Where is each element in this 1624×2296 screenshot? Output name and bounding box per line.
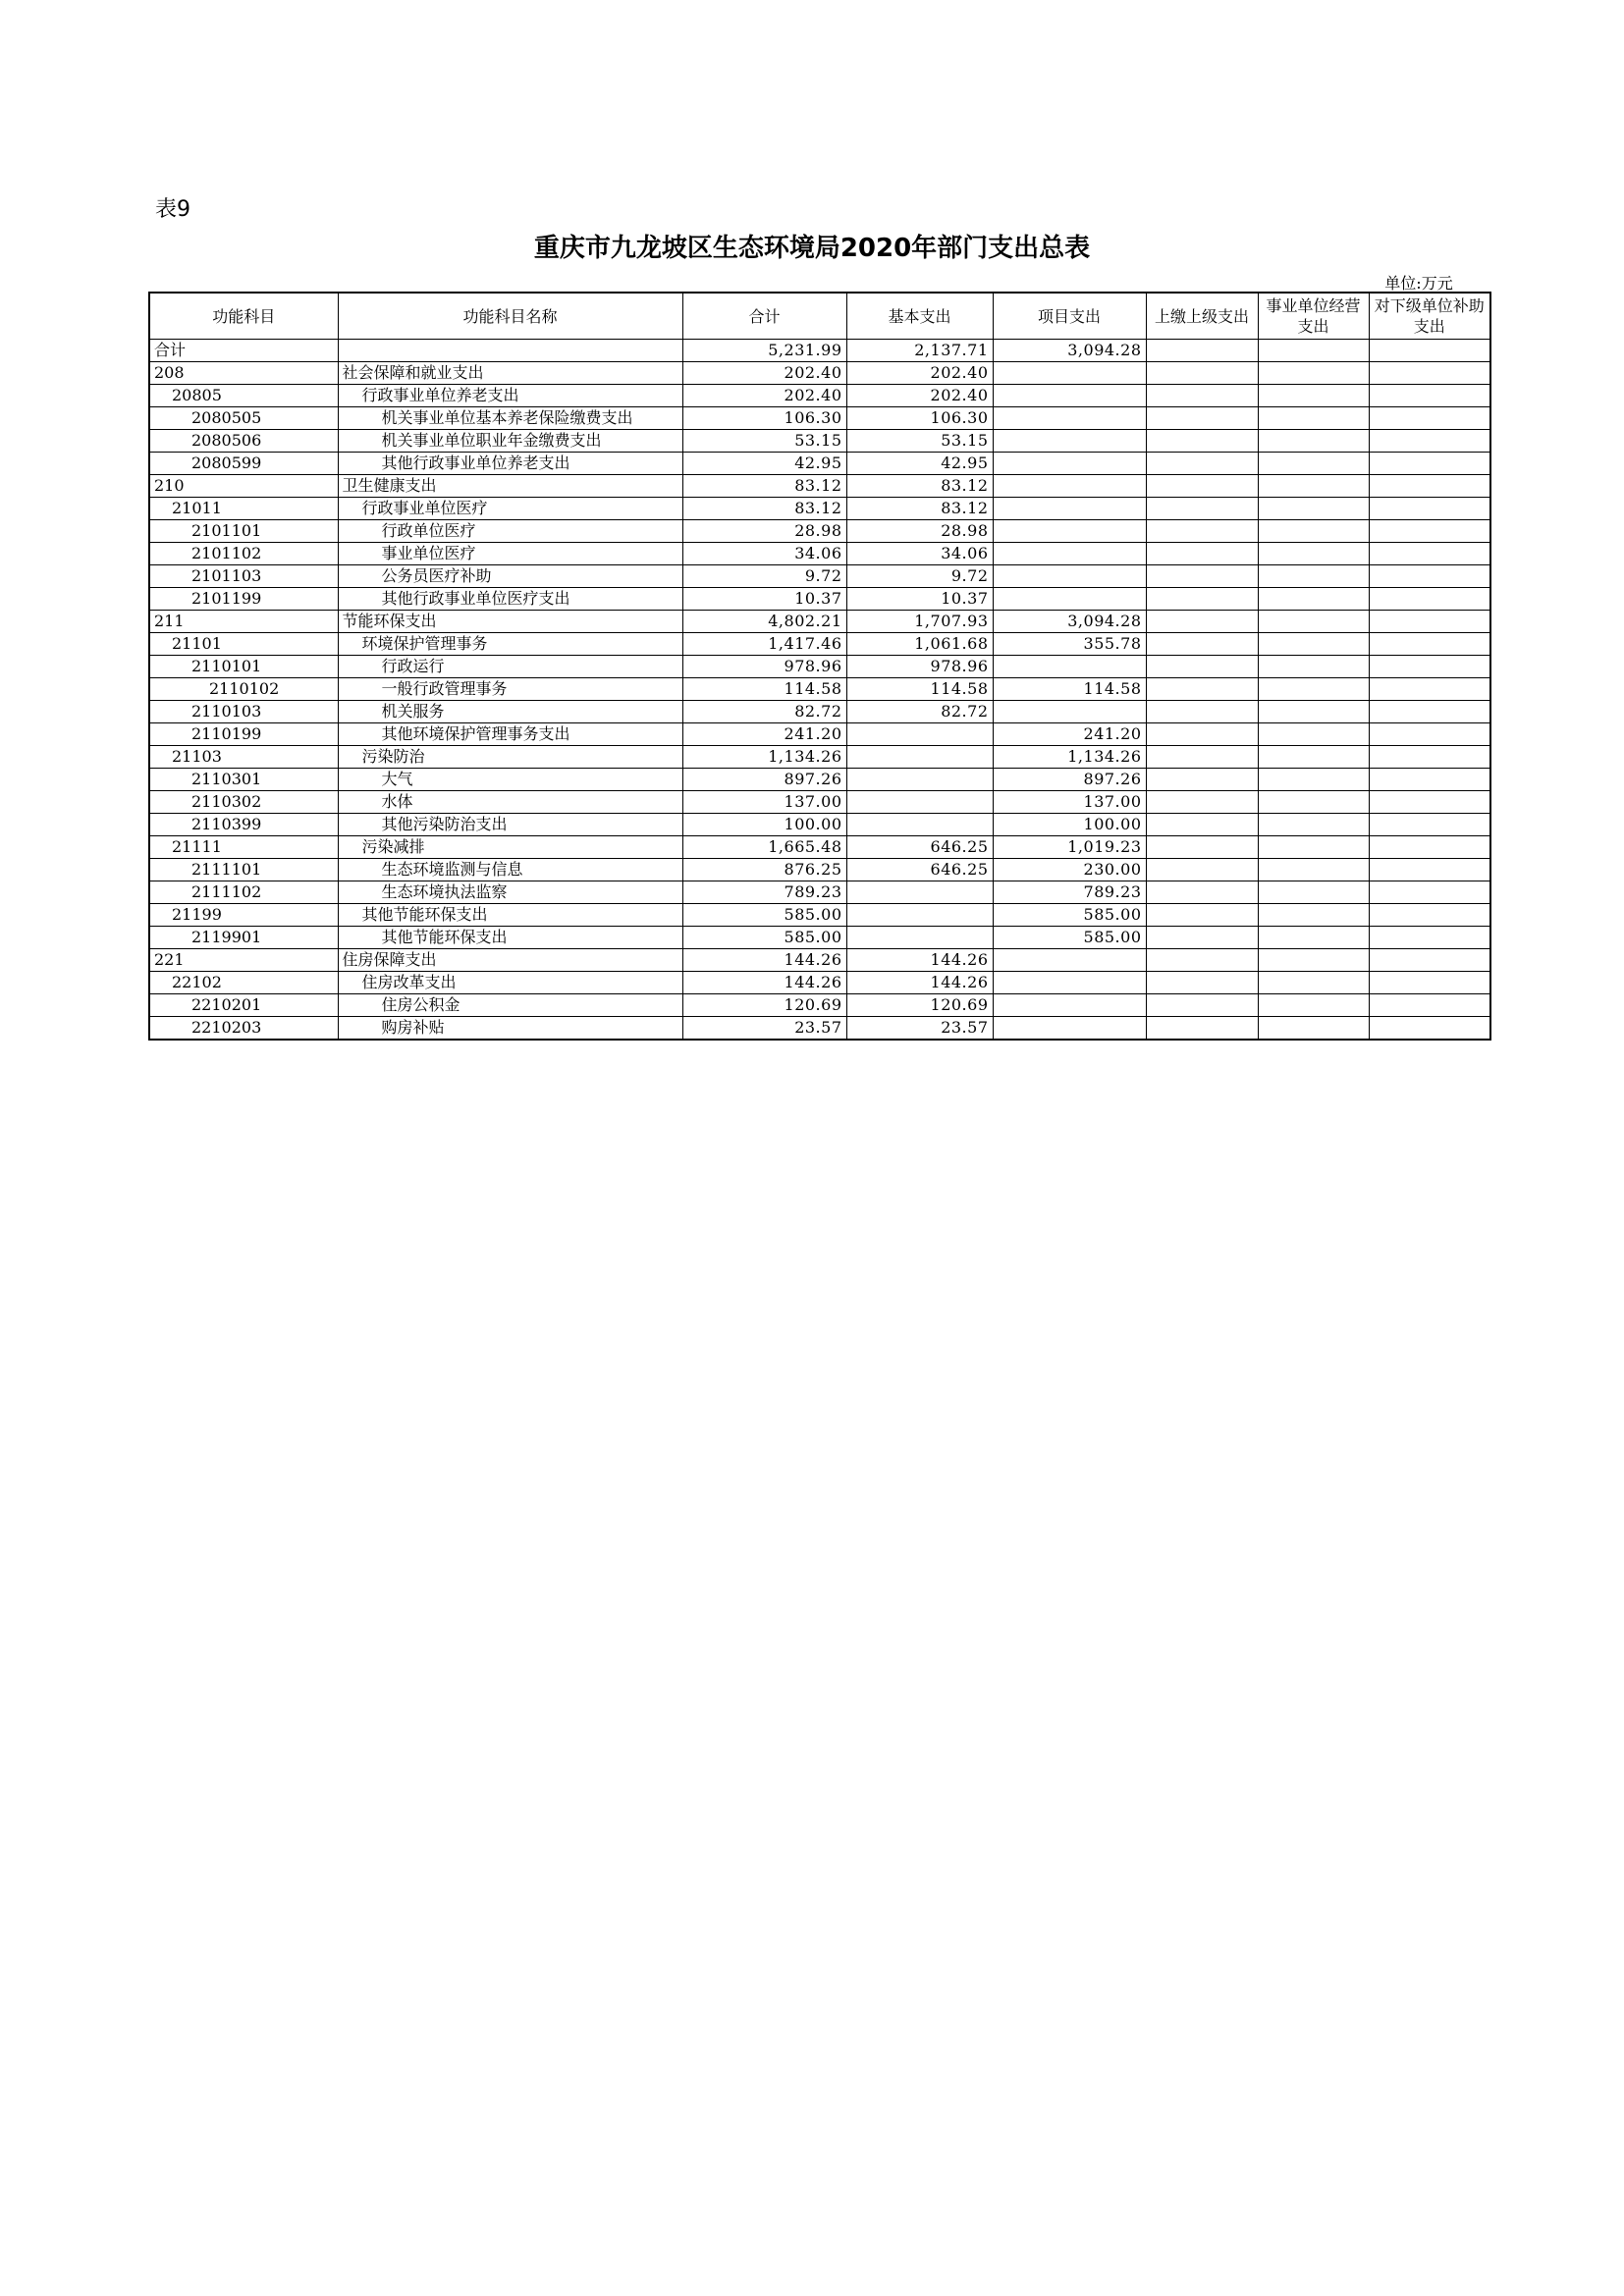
cell-basic-expenditure: 28.98 bbox=[846, 520, 993, 543]
cell-institution-operating bbox=[1258, 475, 1369, 498]
table-row bbox=[149, 340, 1490, 362]
cell-institution-operating bbox=[1258, 430, 1369, 453]
cell-remit-to-superior bbox=[1146, 723, 1258, 746]
cell-subsidy-to-subordinate bbox=[1369, 385, 1490, 407]
cell-function-name: 环境保护管理事务 bbox=[338, 633, 682, 656]
cell-institution-operating bbox=[1258, 949, 1369, 972]
cell-subsidy-to-subordinate bbox=[1369, 611, 1490, 633]
table-row bbox=[149, 1017, 1490, 1041]
cell-total: 23.57 bbox=[682, 1017, 846, 1041]
cell-remit-to-superior bbox=[1146, 565, 1258, 588]
header-basic-expenditure: 基本支出 bbox=[846, 293, 993, 340]
table-row bbox=[149, 453, 1490, 475]
cell-remit-to-superior bbox=[1146, 769, 1258, 791]
cell-total: 978.96 bbox=[682, 656, 846, 678]
cell-total: 202.40 bbox=[682, 385, 846, 407]
cell-total: 241.20 bbox=[682, 723, 846, 746]
cell-function-name: 其他行政事业单位养老支出 bbox=[338, 453, 682, 475]
cell-project-expenditure bbox=[993, 407, 1146, 430]
cell-function-name: 社会保障和就业支出 bbox=[338, 362, 682, 385]
cell-function-code: 21103 bbox=[149, 746, 338, 769]
cell-subsidy-to-subordinate bbox=[1369, 498, 1490, 520]
cell-remit-to-superior bbox=[1146, 407, 1258, 430]
cell-function-code: 210 bbox=[149, 475, 338, 498]
cell-function-name: 住房保障支出 bbox=[338, 949, 682, 972]
cell-project-expenditure: 137.00 bbox=[993, 791, 1146, 814]
cell-function-name: 其他节能环保支出 bbox=[338, 927, 682, 949]
cell-subsidy-to-subordinate bbox=[1369, 769, 1490, 791]
cell-function-name: 生态环境执法监察 bbox=[338, 881, 682, 904]
cell-project-expenditure: 897.26 bbox=[993, 769, 1146, 791]
cell-total: 897.26 bbox=[682, 769, 846, 791]
cell-institution-operating bbox=[1258, 633, 1369, 656]
cell-function-code: 2111101 bbox=[149, 859, 338, 881]
cell-project-expenditure: 230.00 bbox=[993, 859, 1146, 881]
cell-basic-expenditure: 9.72 bbox=[846, 565, 993, 588]
cell-basic-expenditure: 144.26 bbox=[846, 972, 993, 994]
cell-project-expenditure bbox=[993, 656, 1146, 678]
cell-function-code: 合计 bbox=[149, 340, 338, 362]
cell-institution-operating bbox=[1258, 859, 1369, 881]
cell-function-name: 机关事业单位职业年金缴费支出 bbox=[338, 430, 682, 453]
cell-subsidy-to-subordinate bbox=[1369, 430, 1490, 453]
table-row bbox=[149, 972, 1490, 994]
cell-function-name: 机关事业单位基本养老保险缴费支出 bbox=[338, 407, 682, 430]
cell-basic-expenditure bbox=[846, 746, 993, 769]
cell-function-code: 2110301 bbox=[149, 769, 338, 791]
cell-subsidy-to-subordinate bbox=[1369, 633, 1490, 656]
cell-basic-expenditure: 114.58 bbox=[846, 678, 993, 701]
cell-function-code: 21111 bbox=[149, 836, 338, 859]
cell-basic-expenditure: 53.15 bbox=[846, 430, 993, 453]
cell-project-expenditure bbox=[993, 701, 1146, 723]
cell-total: 1,417.46 bbox=[682, 633, 846, 656]
cell-institution-operating bbox=[1258, 904, 1369, 927]
cell-project-expenditure: 3,094.28 bbox=[993, 340, 1146, 362]
cell-project-expenditure: 585.00 bbox=[993, 927, 1146, 949]
cell-remit-to-superior bbox=[1146, 340, 1258, 362]
cell-basic-expenditure: 23.57 bbox=[846, 1017, 993, 1041]
cell-remit-to-superior bbox=[1146, 949, 1258, 972]
cell-total: 876.25 bbox=[682, 859, 846, 881]
cell-basic-expenditure: 10.37 bbox=[846, 588, 993, 611]
cell-project-expenditure bbox=[993, 949, 1146, 972]
cell-function-name: 事业单位医疗 bbox=[338, 543, 682, 565]
cell-institution-operating bbox=[1258, 611, 1369, 633]
cell-function-name: 购房补贴 bbox=[338, 1017, 682, 1041]
cell-function-code: 22102 bbox=[149, 972, 338, 994]
cell-subsidy-to-subordinate bbox=[1369, 1017, 1490, 1041]
cell-basic-expenditure: 83.12 bbox=[846, 498, 993, 520]
cell-institution-operating bbox=[1258, 678, 1369, 701]
cell-subsidy-to-subordinate bbox=[1369, 746, 1490, 769]
table-row bbox=[149, 746, 1490, 769]
cell-project-expenditure bbox=[993, 588, 1146, 611]
cell-subsidy-to-subordinate bbox=[1369, 814, 1490, 836]
cell-institution-operating bbox=[1258, 656, 1369, 678]
table-row bbox=[149, 769, 1490, 791]
cell-function-code: 2110302 bbox=[149, 791, 338, 814]
table-row bbox=[149, 994, 1490, 1017]
cell-basic-expenditure: 202.40 bbox=[846, 362, 993, 385]
cell-basic-expenditure bbox=[846, 927, 993, 949]
cell-remit-to-superior bbox=[1146, 927, 1258, 949]
cell-basic-expenditure: 120.69 bbox=[846, 994, 993, 1017]
cell-institution-operating bbox=[1258, 565, 1369, 588]
cell-function-name: 住房改革支出 bbox=[338, 972, 682, 994]
table-body bbox=[149, 340, 1490, 1041]
cell-function-code: 2080599 bbox=[149, 453, 338, 475]
header-total: 合计 bbox=[682, 293, 846, 340]
cell-total: 144.26 bbox=[682, 949, 846, 972]
cell-project-expenditure: 241.20 bbox=[993, 723, 1146, 746]
cell-basic-expenditure: 978.96 bbox=[846, 656, 993, 678]
cell-total: 789.23 bbox=[682, 881, 846, 904]
cell-remit-to-superior bbox=[1146, 904, 1258, 927]
cell-subsidy-to-subordinate bbox=[1369, 791, 1490, 814]
table-row bbox=[149, 520, 1490, 543]
cell-subsidy-to-subordinate bbox=[1369, 588, 1490, 611]
cell-basic-expenditure bbox=[846, 904, 993, 927]
cell-subsidy-to-subordinate bbox=[1369, 565, 1490, 588]
cell-function-code: 2210201 bbox=[149, 994, 338, 1017]
cell-basic-expenditure: 1,061.68 bbox=[846, 633, 993, 656]
header-institution-operating: 事业单位经营支出 bbox=[1258, 293, 1369, 340]
cell-project-expenditure bbox=[993, 972, 1146, 994]
table-row bbox=[149, 633, 1490, 656]
cell-project-expenditure bbox=[993, 520, 1146, 543]
cell-institution-operating bbox=[1258, 769, 1369, 791]
cell-basic-expenditure: 646.25 bbox=[846, 859, 993, 881]
cell-function-code: 2110399 bbox=[149, 814, 338, 836]
table-row bbox=[149, 430, 1490, 453]
cell-institution-operating bbox=[1258, 543, 1369, 565]
cell-remit-to-superior bbox=[1146, 633, 1258, 656]
cell-remit-to-superior bbox=[1146, 746, 1258, 769]
header-subsidy-to-subordinate: 对下级单位补助支出 bbox=[1369, 293, 1490, 340]
table-row bbox=[149, 588, 1490, 611]
cell-total: 10.37 bbox=[682, 588, 846, 611]
cell-remit-to-superior bbox=[1146, 453, 1258, 475]
cell-subsidy-to-subordinate bbox=[1369, 543, 1490, 565]
cell-function-name: 行政事业单位养老支出 bbox=[338, 385, 682, 407]
cell-subsidy-to-subordinate bbox=[1369, 949, 1490, 972]
cell-subsidy-to-subordinate bbox=[1369, 453, 1490, 475]
expenditure-table bbox=[148, 292, 1491, 1041]
cell-remit-to-superior bbox=[1146, 859, 1258, 881]
cell-institution-operating bbox=[1258, 453, 1369, 475]
cell-subsidy-to-subordinate bbox=[1369, 904, 1490, 927]
cell-total: 5,231.99 bbox=[682, 340, 846, 362]
cell-subsidy-to-subordinate bbox=[1369, 656, 1490, 678]
cell-project-expenditure: 1,019.23 bbox=[993, 836, 1146, 859]
cell-basic-expenditure: 646.25 bbox=[846, 836, 993, 859]
cell-function-code: 2111102 bbox=[149, 881, 338, 904]
cell-basic-expenditure bbox=[846, 723, 993, 746]
cell-subsidy-to-subordinate bbox=[1369, 859, 1490, 881]
table-header-row bbox=[149, 293, 1490, 340]
cell-function-name: 大气 bbox=[338, 769, 682, 791]
cell-function-code: 2110199 bbox=[149, 723, 338, 746]
cell-remit-to-superior bbox=[1146, 791, 1258, 814]
table-row bbox=[149, 859, 1490, 881]
cell-remit-to-superior bbox=[1146, 543, 1258, 565]
cell-function-code: 20805 bbox=[149, 385, 338, 407]
cell-subsidy-to-subordinate bbox=[1369, 994, 1490, 1017]
cell-function-name: 机关服务 bbox=[338, 701, 682, 723]
cell-total: 83.12 bbox=[682, 498, 846, 520]
cell-subsidy-to-subordinate bbox=[1369, 678, 1490, 701]
cell-basic-expenditure bbox=[846, 814, 993, 836]
cell-function-code: 221 bbox=[149, 949, 338, 972]
cell-subsidy-to-subordinate bbox=[1369, 972, 1490, 994]
cell-institution-operating bbox=[1258, 927, 1369, 949]
header-function-name: 功能科目名称 bbox=[338, 293, 682, 340]
cell-remit-to-superior bbox=[1146, 588, 1258, 611]
cell-project-expenditure: 100.00 bbox=[993, 814, 1146, 836]
unit-label: 单位:万元 bbox=[1384, 274, 1453, 293]
cell-subsidy-to-subordinate bbox=[1369, 340, 1490, 362]
cell-function-code: 2101199 bbox=[149, 588, 338, 611]
cell-total: 53.15 bbox=[682, 430, 846, 453]
cell-project-expenditure bbox=[993, 475, 1146, 498]
table-row bbox=[149, 475, 1490, 498]
cell-subsidy-to-subordinate bbox=[1369, 836, 1490, 859]
cell-project-expenditure bbox=[993, 430, 1146, 453]
cell-remit-to-superior bbox=[1146, 814, 1258, 836]
header-project-expenditure: 项目支出 bbox=[993, 293, 1146, 340]
cell-institution-operating bbox=[1258, 588, 1369, 611]
cell-total: 120.69 bbox=[682, 994, 846, 1017]
cell-project-expenditure: 355.78 bbox=[993, 633, 1146, 656]
cell-project-expenditure bbox=[993, 362, 1146, 385]
table-row bbox=[149, 362, 1490, 385]
cell-remit-to-superior bbox=[1146, 430, 1258, 453]
cell-basic-expenditure: 42.95 bbox=[846, 453, 993, 475]
cell-basic-expenditure bbox=[846, 769, 993, 791]
cell-total: 4,802.21 bbox=[682, 611, 846, 633]
cell-institution-operating bbox=[1258, 520, 1369, 543]
table-row bbox=[149, 543, 1490, 565]
cell-project-expenditure: 585.00 bbox=[993, 904, 1146, 927]
cell-function-code: 2210203 bbox=[149, 1017, 338, 1041]
cell-total: 585.00 bbox=[682, 927, 846, 949]
cell-total: 83.12 bbox=[682, 475, 846, 498]
cell-remit-to-superior bbox=[1146, 994, 1258, 1017]
cell-remit-to-superior bbox=[1146, 656, 1258, 678]
cell-function-code: 2110101 bbox=[149, 656, 338, 678]
cell-project-expenditure bbox=[993, 453, 1146, 475]
cell-total: 82.72 bbox=[682, 701, 846, 723]
cell-subsidy-to-subordinate bbox=[1369, 701, 1490, 723]
table-row bbox=[149, 836, 1490, 859]
table-row bbox=[149, 927, 1490, 949]
cell-remit-to-superior bbox=[1146, 881, 1258, 904]
cell-total: 114.58 bbox=[682, 678, 846, 701]
cell-institution-operating bbox=[1258, 407, 1369, 430]
table-row bbox=[149, 791, 1490, 814]
cell-project-expenditure: 3,094.28 bbox=[993, 611, 1146, 633]
cell-project-expenditure bbox=[993, 385, 1146, 407]
cell-function-name: 行政运行 bbox=[338, 656, 682, 678]
table-row bbox=[149, 881, 1490, 904]
cell-basic-expenditure: 1,707.93 bbox=[846, 611, 993, 633]
cell-institution-operating bbox=[1258, 385, 1369, 407]
cell-basic-expenditure: 106.30 bbox=[846, 407, 993, 430]
table-row bbox=[149, 701, 1490, 723]
cell-institution-operating bbox=[1258, 994, 1369, 1017]
cell-function-code: 2080505 bbox=[149, 407, 338, 430]
cell-total: 34.06 bbox=[682, 543, 846, 565]
cell-institution-operating bbox=[1258, 723, 1369, 746]
document-title: 重庆市九龙坡区生态环境局2020年部门支出总表 bbox=[533, 234, 1091, 263]
cell-subsidy-to-subordinate bbox=[1369, 927, 1490, 949]
cell-remit-to-superior bbox=[1146, 678, 1258, 701]
cell-function-name: 其他节能环保支出 bbox=[338, 904, 682, 927]
cell-institution-operating bbox=[1258, 1017, 1369, 1041]
cell-function-name: 污染防治 bbox=[338, 746, 682, 769]
cell-remit-to-superior bbox=[1146, 972, 1258, 994]
cell-function-name: 行政单位医疗 bbox=[338, 520, 682, 543]
cell-function-name: 行政事业单位医疗 bbox=[338, 498, 682, 520]
cell-total: 106.30 bbox=[682, 407, 846, 430]
cell-project-expenditure: 1,134.26 bbox=[993, 746, 1146, 769]
cell-total: 100.00 bbox=[682, 814, 846, 836]
cell-total: 585.00 bbox=[682, 904, 846, 927]
cell-total: 144.26 bbox=[682, 972, 846, 994]
cell-total: 1,134.26 bbox=[682, 746, 846, 769]
cell-basic-expenditure: 202.40 bbox=[846, 385, 993, 407]
table-row bbox=[149, 949, 1490, 972]
cell-function-name: 其他环境保护管理事务支出 bbox=[338, 723, 682, 746]
cell-function-name: 其他污染防治支出 bbox=[338, 814, 682, 836]
cell-subsidy-to-subordinate bbox=[1369, 407, 1490, 430]
cell-project-expenditure bbox=[993, 994, 1146, 1017]
cell-institution-operating bbox=[1258, 362, 1369, 385]
cell-function-name: 其他行政事业单位医疗支出 bbox=[338, 588, 682, 611]
table-row bbox=[149, 565, 1490, 588]
cell-function-code: 21101 bbox=[149, 633, 338, 656]
table-row bbox=[149, 904, 1490, 927]
cell-project-expenditure: 114.58 bbox=[993, 678, 1146, 701]
cell-basic-expenditure: 83.12 bbox=[846, 475, 993, 498]
header-function-code: 功能科目 bbox=[149, 293, 338, 340]
cell-function-code: 2110103 bbox=[149, 701, 338, 723]
cell-institution-operating bbox=[1258, 498, 1369, 520]
cell-function-code: 2101102 bbox=[149, 543, 338, 565]
cell-function-code: 2101103 bbox=[149, 565, 338, 588]
cell-function-name: 一般行政管理事务 bbox=[338, 678, 682, 701]
cell-project-expenditure bbox=[993, 543, 1146, 565]
cell-institution-operating bbox=[1258, 972, 1369, 994]
cell-basic-expenditure: 82.72 bbox=[846, 701, 993, 723]
cell-remit-to-superior bbox=[1146, 611, 1258, 633]
cell-function-name: 污染减排 bbox=[338, 836, 682, 859]
cell-subsidy-to-subordinate bbox=[1369, 362, 1490, 385]
cell-subsidy-to-subordinate bbox=[1369, 475, 1490, 498]
cell-institution-operating bbox=[1258, 836, 1369, 859]
cell-basic-expenditure bbox=[846, 791, 993, 814]
cell-total: 202.40 bbox=[682, 362, 846, 385]
cell-function-name: 卫生健康支出 bbox=[338, 475, 682, 498]
cell-project-expenditure bbox=[993, 498, 1146, 520]
cell-institution-operating bbox=[1258, 340, 1369, 362]
cell-function-name: 水体 bbox=[338, 791, 682, 814]
cell-basic-expenditure: 144.26 bbox=[846, 949, 993, 972]
cell-function-name: 公务员医疗补助 bbox=[338, 565, 682, 588]
cell-function-code: 211 bbox=[149, 611, 338, 633]
cell-total: 28.98 bbox=[682, 520, 846, 543]
cell-institution-operating bbox=[1258, 701, 1369, 723]
cell-remit-to-superior bbox=[1146, 385, 1258, 407]
cell-function-code: 2101101 bbox=[149, 520, 338, 543]
cell-function-name: 住房公积金 bbox=[338, 994, 682, 1017]
table-row bbox=[149, 407, 1490, 430]
table-row bbox=[149, 611, 1490, 633]
cell-function-name: 节能环保支出 bbox=[338, 611, 682, 633]
cell-function-name bbox=[338, 340, 682, 362]
cell-project-expenditure: 789.23 bbox=[993, 881, 1146, 904]
cell-total: 42.95 bbox=[682, 453, 846, 475]
cell-project-expenditure bbox=[993, 565, 1146, 588]
cell-remit-to-superior bbox=[1146, 475, 1258, 498]
table-row bbox=[149, 723, 1490, 746]
cell-institution-operating bbox=[1258, 814, 1369, 836]
cell-total: 1,665.48 bbox=[682, 836, 846, 859]
cell-basic-expenditure: 34.06 bbox=[846, 543, 993, 565]
cell-project-expenditure bbox=[993, 1017, 1146, 1041]
cell-remit-to-superior bbox=[1146, 520, 1258, 543]
cell-total: 137.00 bbox=[682, 791, 846, 814]
cell-function-code: 208 bbox=[149, 362, 338, 385]
cell-basic-expenditure: 2,137.71 bbox=[846, 340, 993, 362]
cell-function-name: 生态环境监测与信息 bbox=[338, 859, 682, 881]
cell-subsidy-to-subordinate bbox=[1369, 881, 1490, 904]
cell-function-code: 2119901 bbox=[149, 927, 338, 949]
cell-remit-to-superior bbox=[1146, 701, 1258, 723]
table-row bbox=[149, 385, 1490, 407]
cell-institution-operating bbox=[1258, 746, 1369, 769]
cell-remit-to-superior bbox=[1146, 1017, 1258, 1041]
table-row bbox=[149, 814, 1490, 836]
cell-function-code: 2080506 bbox=[149, 430, 338, 453]
cell-function-code: 2110102 bbox=[149, 678, 338, 701]
cell-basic-expenditure bbox=[846, 881, 993, 904]
header-remit-to-superior: 上缴上级支出 bbox=[1146, 293, 1258, 340]
cell-institution-operating bbox=[1258, 881, 1369, 904]
table-row bbox=[149, 678, 1490, 701]
cell-subsidy-to-subordinate bbox=[1369, 520, 1490, 543]
cell-total: 9.72 bbox=[682, 565, 846, 588]
cell-function-code: 21199 bbox=[149, 904, 338, 927]
cell-subsidy-to-subordinate bbox=[1369, 723, 1490, 746]
cell-remit-to-superior bbox=[1146, 498, 1258, 520]
cell-institution-operating bbox=[1258, 791, 1369, 814]
table-row bbox=[149, 498, 1490, 520]
cell-remit-to-superior bbox=[1146, 836, 1258, 859]
table-number-label: 表9 bbox=[155, 197, 190, 222]
cell-function-code: 21011 bbox=[149, 498, 338, 520]
table-row bbox=[149, 656, 1490, 678]
cell-remit-to-superior bbox=[1146, 362, 1258, 385]
